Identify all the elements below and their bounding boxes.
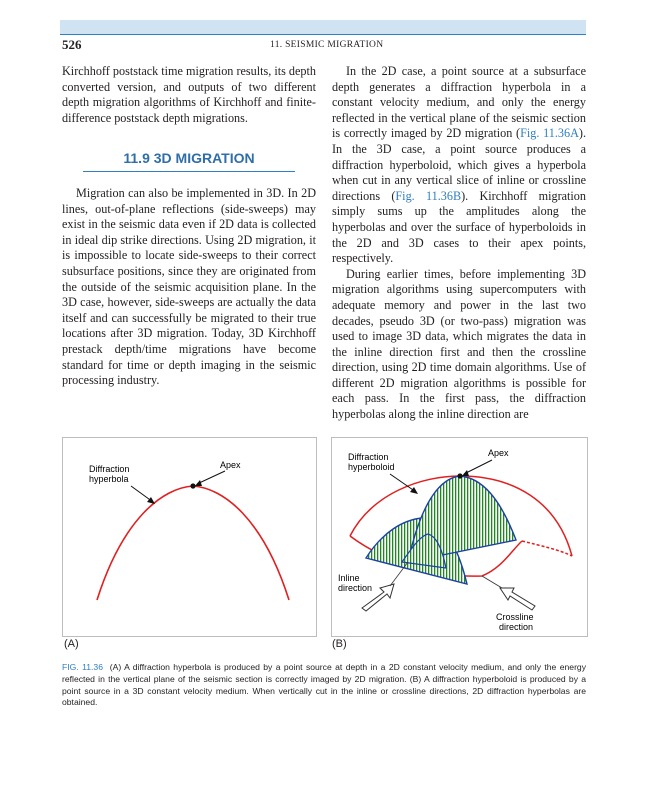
- figure-ref-a-text: Fig. 11.36: [520, 126, 571, 141]
- panel-a-svg: [63, 438, 316, 636]
- figure-ref-a-suffix: A: [570, 126, 579, 141]
- left-column: [62, 64, 316, 389]
- panel-a-diffraction-label-1: Diffraction: [89, 464, 130, 474]
- panel-a-label: (A): [64, 638, 79, 650]
- diffraction-hyperbola-curve: [97, 486, 289, 600]
- panel-b-diffraction-label-2: hyperboloid: [348, 462, 395, 472]
- arrow-apex-line: [464, 460, 492, 474]
- right-para-1-text-a: In the 2D case, a point source at a subsurface depth generates a diffraction hyperbola in a constant velocity medium, and only the energy reflected in the vertical plane of the seismic section is correctly imaged by 2D migration (: [332, 64, 586, 141]
- panel-b-label: (B): [332, 638, 347, 650]
- panel-b-inline-label-1: Inline: [338, 573, 360, 583]
- figure-ref-b[interactable]: [395, 189, 461, 203]
- crossline-pointer-line: [482, 576, 502, 588]
- caption-label: FIG. 11.36: [62, 662, 103, 672]
- panel-b-crossline-label-2: direction: [499, 622, 534, 632]
- right-para-1-text-c: ). Kirchhoff migration simply sums up the amplitudes along the hyperbolas and over the surface of hyperboloids in the 2D and 3D cases to their apex points, respectively.: [332, 188, 586, 266]
- running-head: 11. SEISMIC MIGRATION: [270, 40, 384, 50]
- panel-b-diffraction-label-1: Diffraction: [348, 452, 389, 462]
- arrow-apex-head: [195, 480, 202, 486]
- figure-panel-a: [62, 437, 317, 637]
- arrow-apex-line: [197, 471, 225, 484]
- section-number: 11.9: [123, 150, 150, 167]
- caption-text: (A) A diffraction hyperbola is produced by a point source at depth in a 2D constant velocity medium, and only the energy reflected in the vertical plane of the seismic section is correctly imaged by 2D migration. (B) A diffraction hyperboloid is produced by a point source in a 3D constant velocity medium. When vertically cut in the inline or crossline directions, 2D diffraction hyperbolas are obtained.: [62, 662, 587, 708]
- apex-point: [457, 473, 462, 478]
- panel-a-apex-label: Apex: [220, 460, 241, 470]
- figure-ref-b-suffix: B: [452, 188, 462, 203]
- page-number: 526: [62, 37, 82, 52]
- arrow-hyperboloid-line: [390, 474, 416, 492]
- section-title: 3D MIGRATION: [153, 150, 255, 167]
- hyperboloid-base-back: [522, 541, 572, 556]
- figure-panel-b: [331, 437, 588, 637]
- header-bar: [60, 20, 586, 34]
- right-para-1: [332, 64, 586, 267]
- left-para-2: Migration can also be implemented in 3D. In 2D lines, out-of-plane reflections (side-sweeps) may exist in the seismic data even if 2D data is collected in ideal dip strike directions. Using 2D migration, it is impossible to locate side-sweeps to their correct subsurface positions, since they are originated from the outside of the seismic acquisition plane. In the 3D case, however, side-sweeps are actually the data itself and can successfully be migrated to their true locations after 3D migration. Today, 3D Kirchhoff prestack depth/time migrations have become standard for time or depth imaging in the seismic processing industry.: [62, 185, 316, 388]
- section-heading: [62, 151, 316, 167]
- left-para-1: Kirchhoff poststack time migration results, its depth converted version, and outputs of two different depth migration algorithms of Kirchhoff and finite-difference poststack depth migrations.: [62, 64, 316, 125]
- crossline-direction-arrow: [500, 588, 535, 610]
- panel-a-diffraction-label-2: hyperbola: [89, 474, 129, 484]
- right-para-1-text-b: ). In the 3D case, a point source produces a diffraction hyperboloid, which gives a hyperbola when cut in any vertical slice of inline or crossline directions (: [332, 126, 586, 203]
- figure-ref-b-text: Fig. 11.36: [395, 188, 453, 203]
- right-column: [332, 64, 586, 423]
- arrow-apex-head: [462, 470, 469, 476]
- panel-b-apex-label: Apex: [488, 448, 509, 458]
- panel-b-svg: [332, 438, 587, 636]
- right-para-2: During earlier times, before implementing 3D migration algorithms using supercomputers with adequate memory and power in the last two decades, pseudo 3D (or two-pass) migration was used to image 3D data, which migrates the data in the inline direction first and then the crossline direction, using 2D time domain algorithms. Use of different 2D migration algorithms is possible for each pass. In the first pass, the diffraction hyperbolas along the inline direction are: [332, 266, 586, 422]
- arrow-hyperboloid-head: [410, 487, 418, 494]
- header-rule: [60, 34, 586, 35]
- apex-point: [190, 483, 195, 488]
- panel-b-inline-label-2: direction: [338, 583, 373, 593]
- figure-ref-a[interactable]: [520, 126, 579, 140]
- panel-b-crossline-label-1: Crossline: [496, 612, 534, 622]
- figure-caption: [62, 662, 586, 709]
